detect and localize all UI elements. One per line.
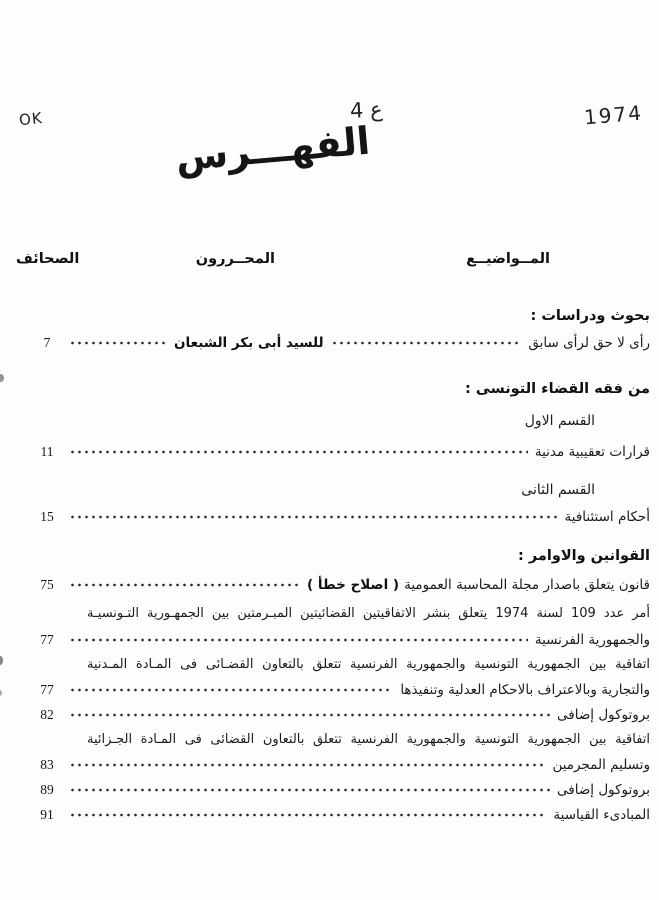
page-title-calligraphy: الفهـــرس (173, 118, 372, 180)
column-header-pages: الصحائف (16, 251, 80, 267)
entry-page-number: 77 (40, 682, 54, 697)
entry-page-number: 89 (40, 782, 54, 797)
dot-leader (69, 784, 550, 796)
toc-entry-row (32, 705, 650, 725)
dot-leader (69, 579, 300, 591)
toc-entry-line2 (32, 680, 650, 700)
dot-leader (69, 511, 558, 523)
entry-page-number: 82 (40, 707, 54, 722)
column-header-editors: المحــررون (195, 251, 275, 267)
toc-entry-line1: أمر عدد 109 لسنة 1974 يتعلق بنشر الاتفاقيتين القضائيتين المبـرمتين بين الجمهـورية التـونسيـة (87, 606, 650, 621)
toc-entry-row (32, 805, 650, 825)
dot-leader (69, 809, 546, 821)
entry-page-number: 11 (40, 444, 54, 459)
section-heading: القوانين والاوامر : (518, 548, 650, 564)
entry-page-number: 7 (43, 335, 51, 350)
entry-page-number: 15 (40, 509, 54, 524)
toc-entry-line1: اتفاقية بين الجمهورية التونسية والجمهورية الفرنسية تتعلق بالتعاون القضائى فى المـادة الجـزائية (87, 732, 650, 747)
toc-entry-row (32, 442, 650, 462)
entry-title: بروتوكول إضافى (557, 782, 650, 798)
toc-entry-line2 (32, 755, 650, 775)
subsection-heading: القسم الثانى (521, 482, 595, 498)
dot-leader (331, 337, 522, 349)
toc-entry-row (32, 333, 650, 353)
column-header-topics: المــواضيــع (466, 251, 550, 267)
entry-title: قانون يتعلق باصدار مجلة المحاسبة العمومية (404, 577, 650, 593)
entry-page-number: 75 (40, 577, 54, 592)
entry-page-number: 77 (40, 632, 54, 647)
subsection-heading: القسم الاول (524, 413, 595, 429)
handwritten-ok-note: OK (18, 108, 44, 130)
entry-title: والتجارية وبالاعتراف بالاحكام العدلية وتنفيذها (400, 682, 650, 698)
toc-entry-line1: اتفاقية بين الجمهورية التونسية والجمهورية الفرنسية تتعلق بالتعاون القضـائى فى المـادة المـدنية (87, 657, 650, 672)
scan-smudge (0, 374, 4, 382)
entry-title: المبادىء القياسية (553, 807, 650, 823)
dot-leader (69, 709, 550, 721)
scan-smudge (0, 690, 2, 696)
section-heading: بحوث ودراسات : (530, 308, 650, 324)
toc-entry-row (32, 575, 650, 595)
entry-title: والجمهورية الفرنسية (534, 632, 650, 648)
entry-title: بروتوكول إضافى (557, 707, 650, 723)
entry-title: رأى لا حق لرأى سابق (528, 335, 650, 351)
handwritten-year: 1974 (583, 100, 644, 130)
dot-leader (69, 337, 167, 349)
section-heading: من فقه القضاء التونسى : (464, 381, 650, 397)
entry-title-bold-part: ( اصلاح خطأ ) (307, 577, 400, 593)
toc-entry-line2 (32, 630, 650, 650)
toc-entry-row (32, 780, 650, 800)
entry-title: قرارات تعقيبية مدنية (534, 444, 650, 460)
handwritten-issue-number: ع 4 (349, 97, 384, 123)
dot-leader (69, 759, 545, 771)
entry-title: أحكام استئنافية (564, 509, 650, 525)
entry-page-number: 83 (40, 757, 54, 772)
entry-title: وتسليم المجرمين (552, 757, 650, 773)
dot-leader (69, 634, 528, 646)
entry-page-number: 91 (40, 807, 54, 822)
dot-leader (69, 684, 393, 696)
entry-editor: للسيد أبى بكر الشبعان (174, 335, 324, 351)
scan-smudge (0, 656, 3, 665)
toc-entry-row (32, 507, 650, 527)
dot-leader (69, 446, 528, 458)
